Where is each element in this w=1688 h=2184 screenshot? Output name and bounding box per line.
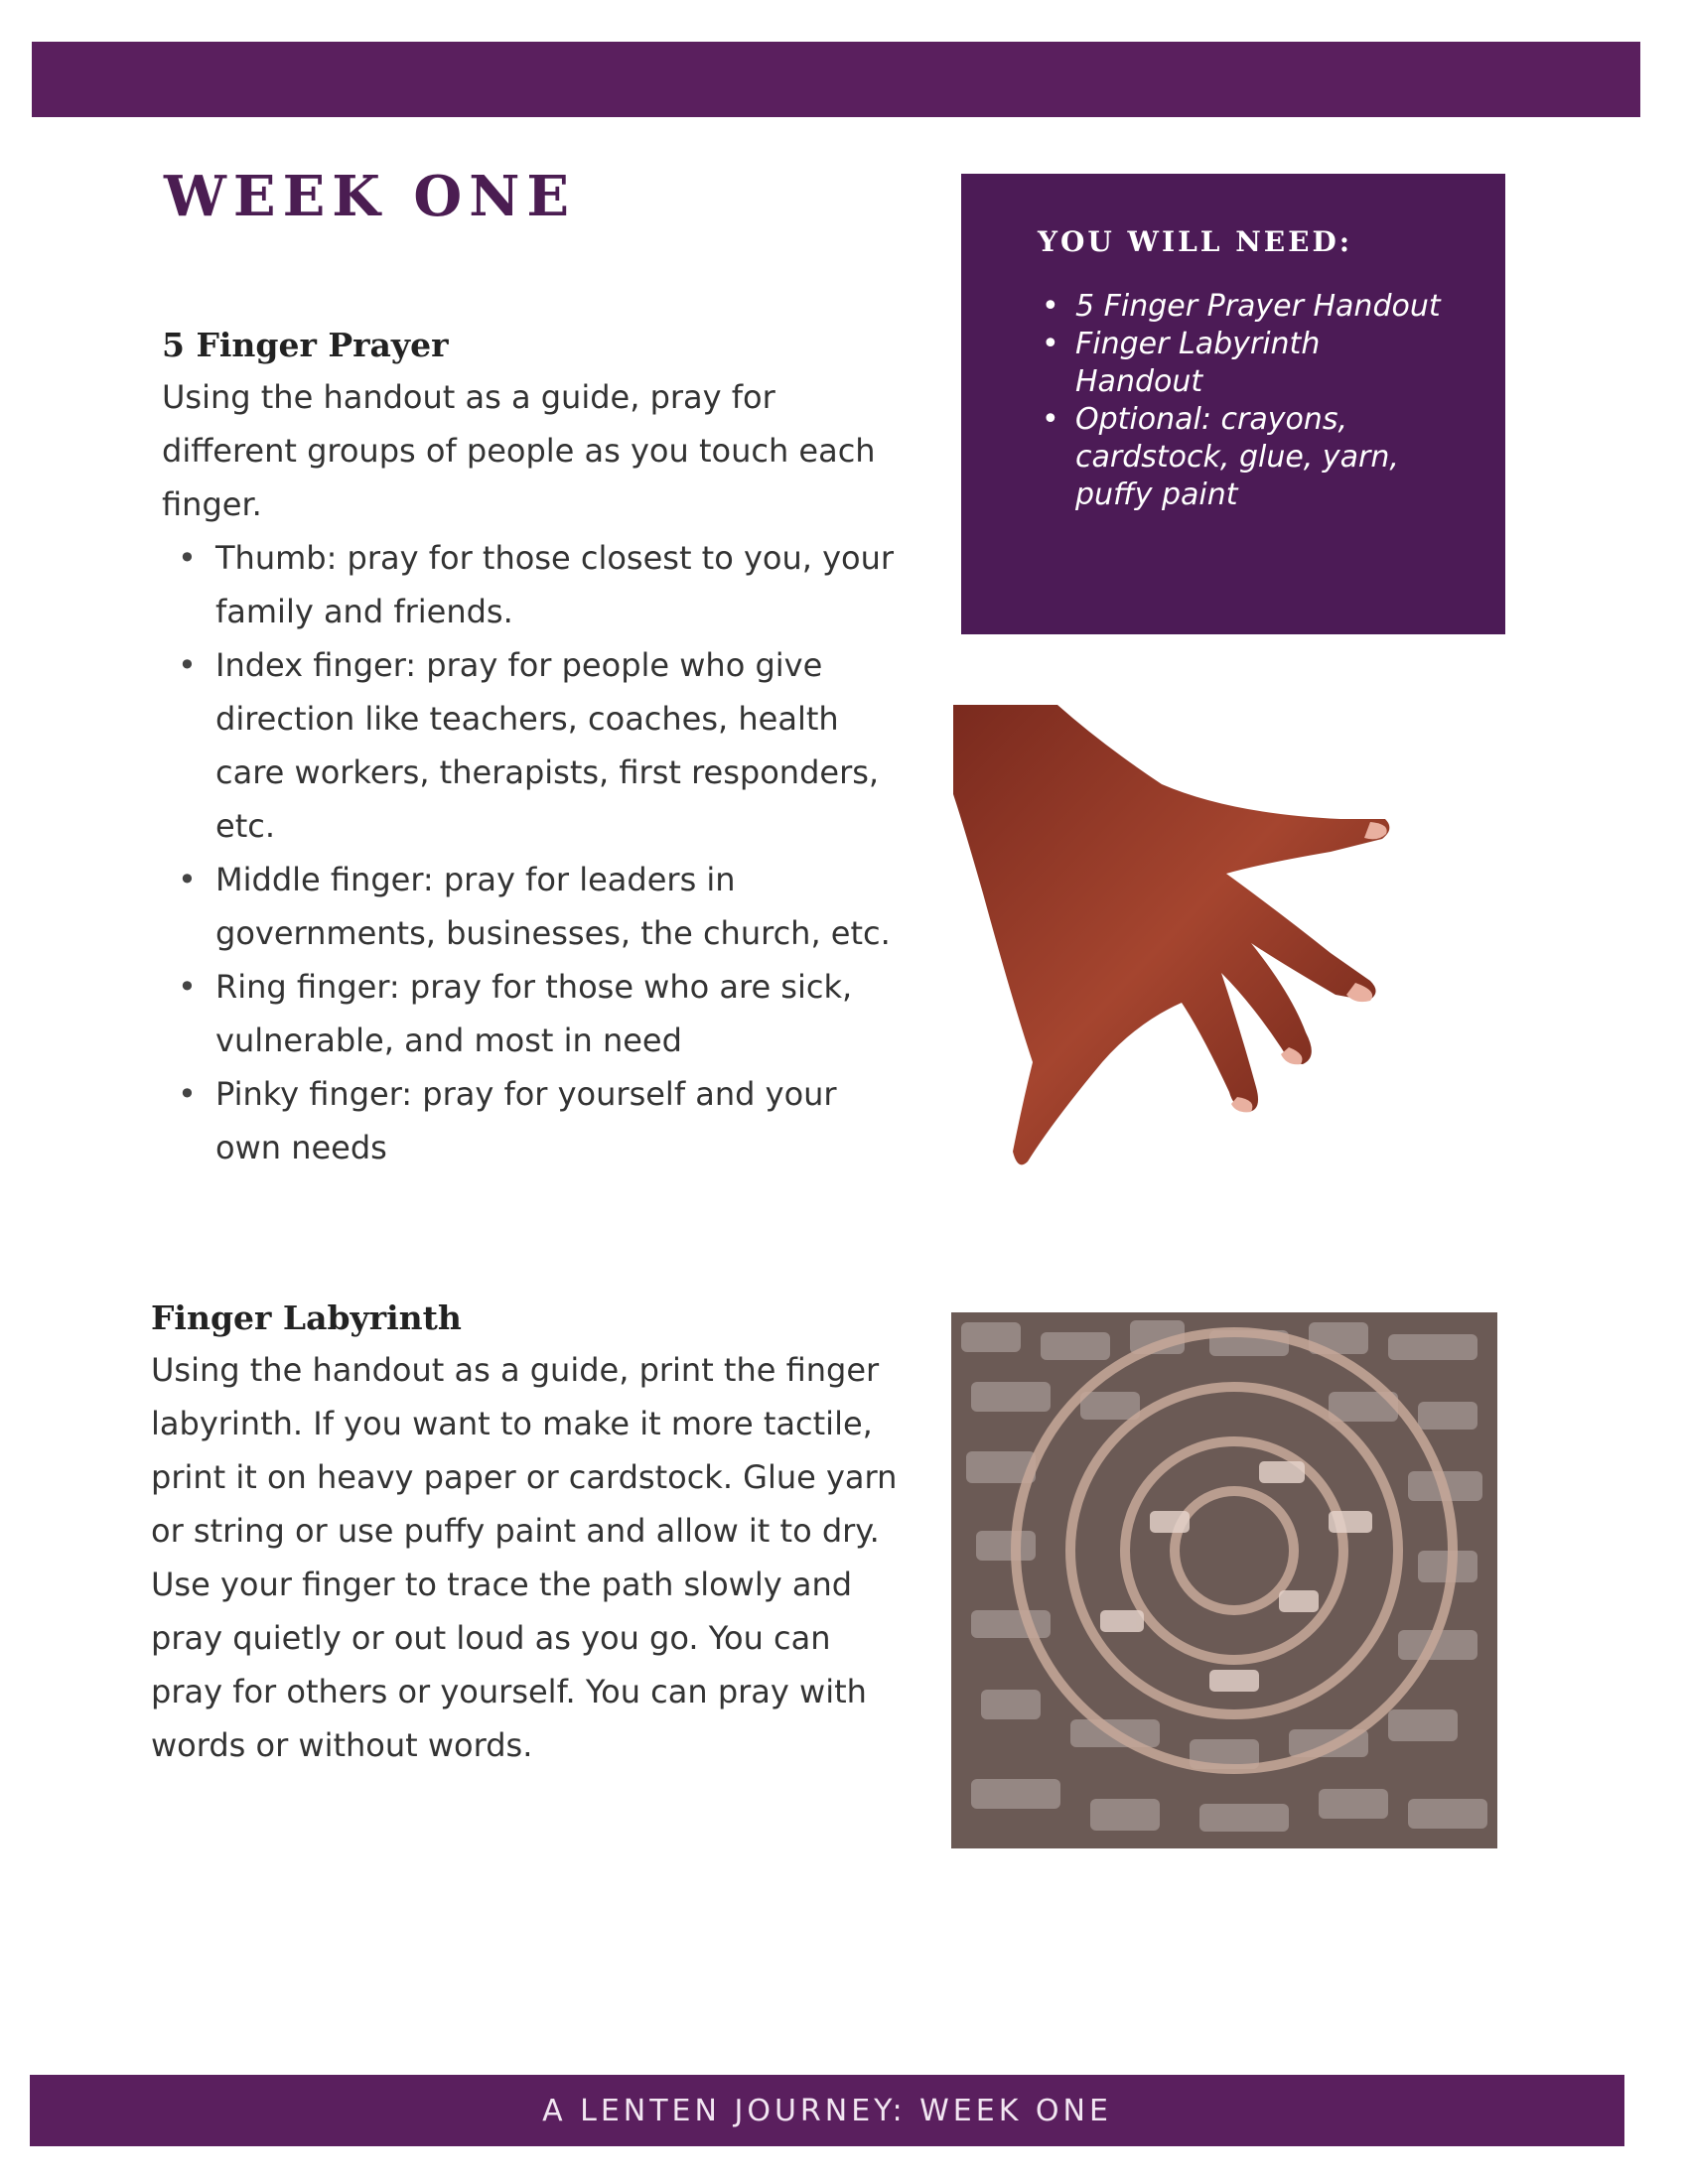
footer-band [30,2075,1624,2146]
stone-labyrinth-photo [951,1312,1497,1848]
finger-labyrinth-section [151,1298,906,1772]
five-finger-prayer-intro: Using the handout as a guide, pray for different groups of people as you touch each finger. [162,378,876,523]
finger-labyrinth-heading: Finger Labyrinth [151,1298,462,1337]
list-item-middle-finger: • Middle finger: pray for leaders in governments, businesses, the church, etc. [211,853,907,960]
supplies-list [1038,288,1456,514]
supply-item: • Optional: crayons, cardstock, glue, yarn, puffy paint [1075,401,1456,514]
list-item-thumb: • Thumb: pray for those closest to you, your family and friends. [211,531,907,638]
five-finger-prayer-section [162,326,907,1174]
page-title: WEEK ONE [164,164,577,229]
list-item-pinky-finger: • Pinky finger: pray for yourself and your own needs [211,1067,907,1174]
finger-list [162,531,907,1174]
hand-photo [953,705,1450,1171]
footer-text: A LENTEN JOURNEY: WEEK ONE [542,2093,1112,2128]
list-item-ring-finger: • Ring finger: pray for those who are sick, vulnerable, and most in need [211,960,907,1067]
five-finger-prayer-heading: 5 Finger Prayer [162,326,449,364]
supply-item: • 5 Finger Prayer Handout [1075,288,1456,326]
supply-item: • Finger Labyrinth Handout [1075,326,1456,401]
you-will-need-box [961,174,1505,634]
list-item-index-finger: • Index finger: pray for people who give direction like teachers, coaches, health care workers, therapists, first responders, etc. [211,638,907,853]
header-band [32,42,1640,117]
finger-labyrinth-body: Using the handout as a guide, print the finger labyrinth. If you want to make it more tactile, print it on heavy paper or cardstock. Glue yarn or string or use puffy paint and allow it to dry. Use your finger to trace the path slowly and pray quietly or out loud as you go. You can pray for others or yourself. You can pray with words or without words. [151,1351,898,1764]
you-will-need-title: YOU WILL NEED: [1038,225,1353,258]
